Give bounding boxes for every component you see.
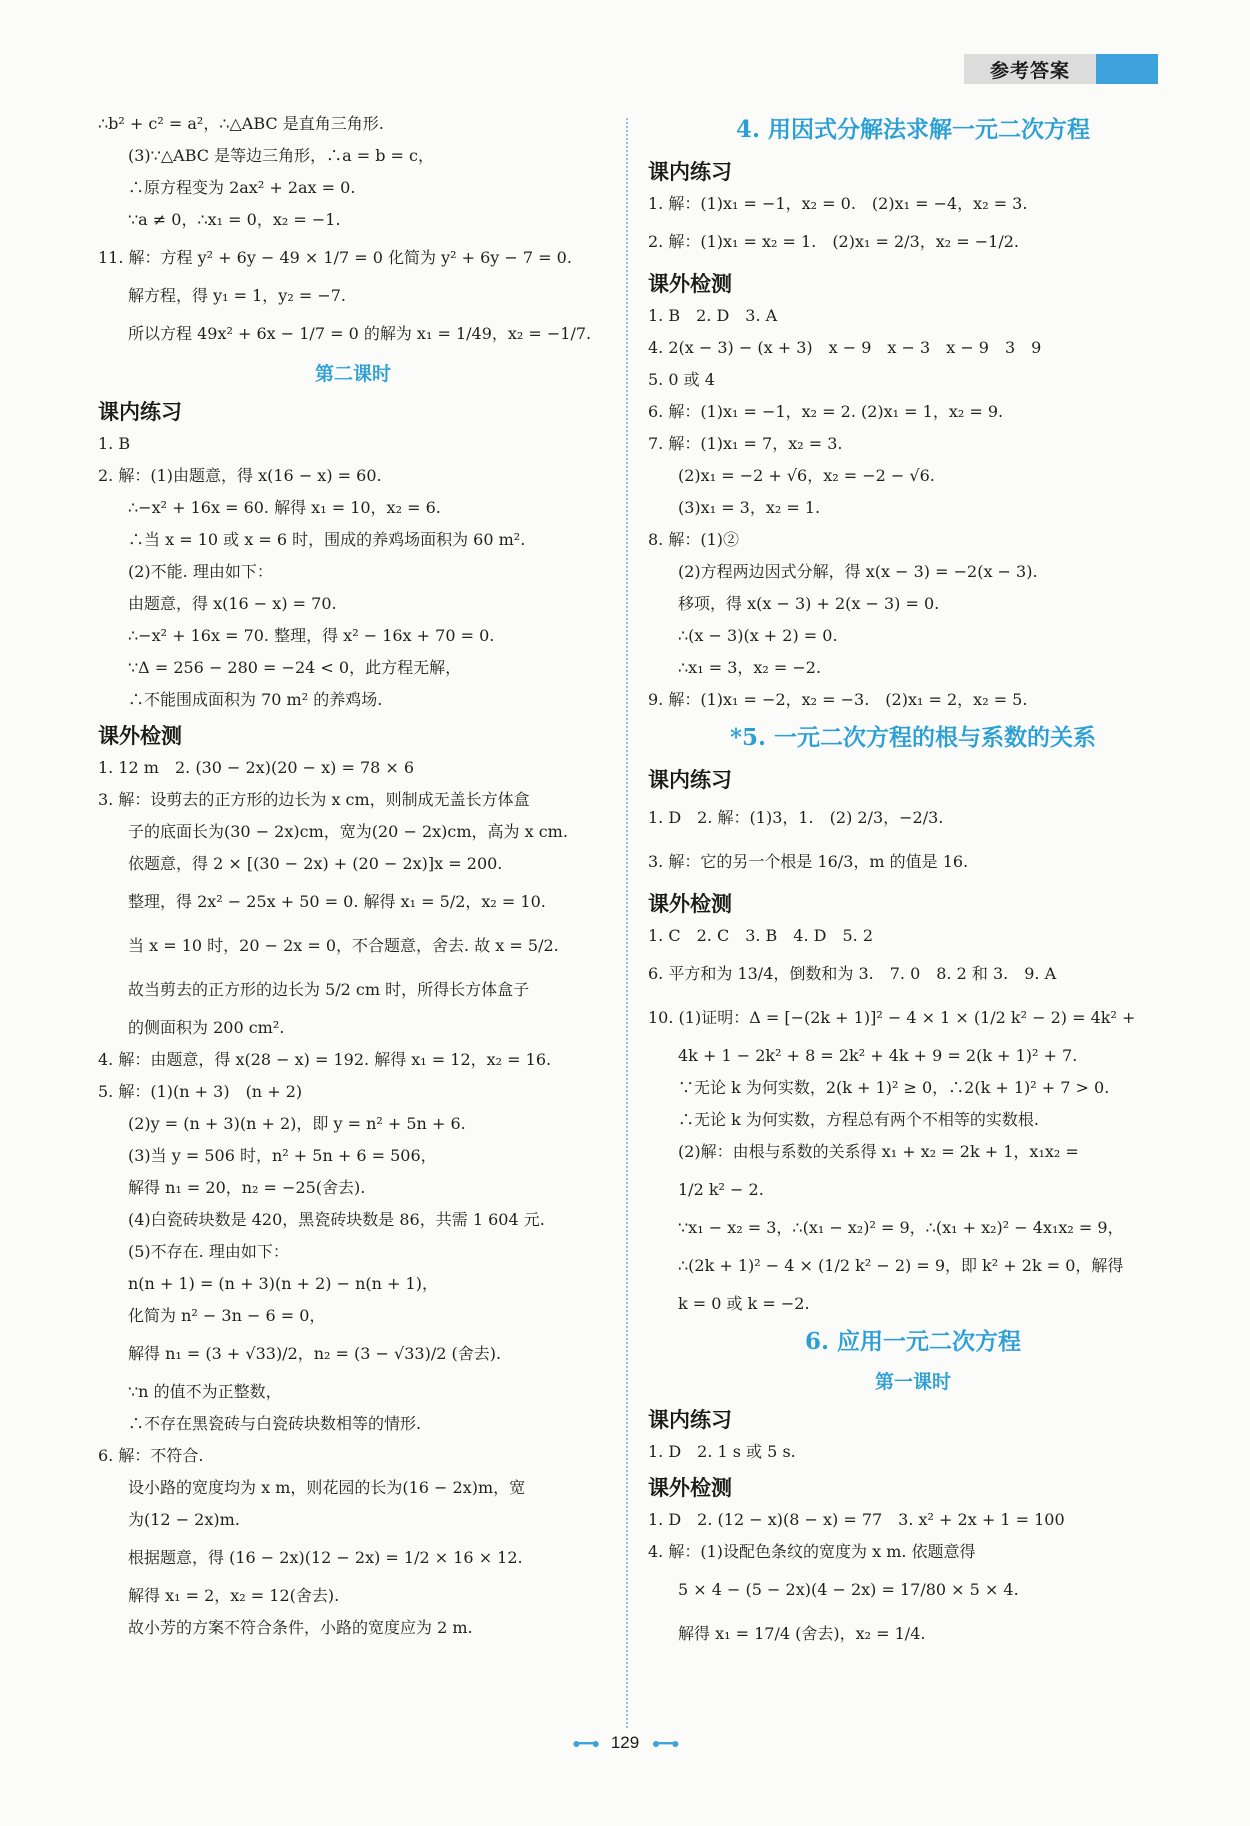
exercise-heading: 课外检测 — [648, 892, 732, 916]
answer-line: ∵无论 k 为何实数，2(k + 1)² ≥ 0，∴2(k + 1)² + 7 > 0. — [678, 1078, 1110, 1097]
answer-line: 1. C 2. C 3. B 4. D 5. 2 — [648, 926, 874, 945]
footer-decoration-left: ●━━● — [572, 1735, 599, 1751]
answer-line: ∴无论 k 为何实数，方程总有两个不相等的实数根. — [678, 1110, 1039, 1129]
answer-line: 故当剪去的正方形的边长为 5/2 cm 时，所得长方体盒子 — [128, 980, 530, 999]
answer-line: (2)y = (n + 3)(n + 2)，即 y = n² + 5n + 6. — [128, 1114, 466, 1133]
answer-line: 1. D 2. 1 s 或 5 s. — [648, 1442, 796, 1461]
answer-line: 解得 x₁ = 2，x₂ = 12(舍去). — [128, 1586, 340, 1605]
exercise-heading: 课内练习 — [648, 1408, 732, 1432]
answer-line: ∴x₁ = 3，x₂ = −2. — [678, 658, 822, 677]
answer-line: 1. 解：(1)x₁ = −1，x₂ = 0. (2)x₁ = −4，x₂ = 3. — [648, 194, 1028, 213]
answer-line: n(n + 1) = (n + 3)(n + 2) − n(n + 1)， — [128, 1274, 438, 1293]
column-divider — [626, 118, 628, 1728]
exercise-heading: 课内练习 — [648, 160, 732, 184]
page-footer — [0, 1733, 1250, 1753]
answer-line: (2)不能. 理由如下： — [128, 562, 273, 581]
answer-line: ∴−x² + 16x = 60. 解得 x₁ = 10，x₂ = 6. — [128, 498, 441, 517]
answer-line: 1. 12 m 2. (30 − 2x)(20 − x) = 78 × 6 — [98, 758, 415, 777]
exercise-heading: 课内练习 — [98, 400, 182, 424]
answer-line: 10. (1)证明：Δ = [−(2k + 1)]² − 4 × 1 × (1/2 k² − 2) = 4k² + — [648, 1008, 1136, 1027]
answer-line: 为(12 − 2x)m. — [128, 1510, 240, 1529]
answer-line: (5)不存在. 理由如下： — [128, 1242, 289, 1261]
section-title: 4. 用因式分解法求解一元二次方程 — [735, 116, 1091, 143]
answer-line: (2)x₁ = −2 + √6，x₂ = −2 − √6. — [678, 466, 935, 485]
answer-line: 1. B 2. D 3. A — [648, 306, 778, 325]
answer-line: 6. 解：(1)x₁ = −1，x₂ = 2. (2)x₁ = 1，x₂ = 9. — [648, 402, 1004, 421]
answer-line: 8. 解：(1)② — [648, 530, 740, 549]
left-column — [98, 108, 608, 1644]
answer-line: 化简为 n² − 3n − 6 = 0， — [128, 1306, 326, 1325]
answer-line: 4. 2(x − 3) − (x + 3) x − 9 x − 3 x − 9 3 9 — [648, 338, 1042, 357]
answer-line: ∴不能围成面积为 70 m² 的养鸡场. — [128, 690, 383, 709]
answer-line: ∴(x − 3)(x + 2) = 0. — [678, 626, 838, 645]
answer-line: 根据题意，得 (16 − 2x)(12 − 2x) = 1/2 × 16 × 12. — [128, 1548, 523, 1567]
answer-line: 的侧面积为 200 cm². — [128, 1018, 285, 1037]
answer-line: 6. 解：不符合. — [98, 1446, 204, 1465]
answer-line: (4)白瓷砖块数是 420，黑瓷砖块数是 86，共需 1 604 元. — [128, 1210, 545, 1229]
answer-line: 故小芳的方案不符合条件，小路的宽度应为 2 m. — [128, 1618, 473, 1637]
answer-line: 设小路的宽度均为 x m，则花园的长为(16 − 2x)m，宽 — [128, 1478, 526, 1497]
answer-line: 移项，得 x(x − 3) + 2(x − 3) = 0. — [678, 594, 940, 613]
answer-line: ∵Δ = 256 − 280 = −24 < 0，此方程无解， — [128, 658, 462, 677]
answer-line: 1/2 k² − 2. — [678, 1180, 764, 1199]
answer-line: ∴原方程变为 2ax² + 2ax = 0. — [128, 178, 356, 197]
answer-line: 6. 平方和为 13/4，倒数和为 3. 7. 0 8. 2 和 3. 9. A — [648, 964, 1057, 983]
exercise-heading: 课外检测 — [98, 724, 182, 748]
page-header-tab — [964, 54, 1158, 84]
answer-line: ∵x₁ − x₂ = 3，∴(x₁ − x₂)² = 9，∴(x₁ + x₂)² − 4x₁x₂ = 9， — [678, 1218, 1124, 1237]
answer-line: ∴−x² + 16x = 70. 整理，得 x² − 16x + 70 = 0. — [128, 626, 495, 645]
answer-line: ∴(2k + 1)² − 4 × (1/2 k² − 2) = 9，即 k² + 2k = 0，解得 — [678, 1256, 1124, 1275]
answer-line: (2)方程两边因式分解，得 x(x − 3) = −2(x − 3). — [678, 562, 1038, 581]
answer-line: 4. 解：(1)设配色条纹的宽度为 x m. 依题意得 — [648, 1542, 976, 1561]
answer-line: 当 x = 10 时，20 − 2x = 0，不合题意，舍去. 故 x = 5/2. — [128, 936, 559, 955]
answer-line: 9. 解：(1)x₁ = −2，x₂ = −3. (2)x₁ = 2，x₂ = 5. — [648, 690, 1028, 709]
section-title: 6. 应用一元二次方程 — [804, 1328, 1022, 1355]
answer-line: 4k + 1 − 2k² + 8 = 2k² + 4k + 9 = 2(k + 1)² + 7. — [678, 1046, 1078, 1065]
header-label: 参考答案 — [964, 54, 1096, 84]
answer-line: (3)x₁ = 3，x₂ = 1. — [678, 498, 821, 517]
answer-line: 1. B — [98, 434, 131, 453]
answer-line: 11. 解：方程 y² + 6y − 49 × 1/7 = 0 化简为 y² + 6y − 7 = 0. — [98, 248, 572, 267]
answer-line: k = 0 或 k = −2. — [678, 1294, 810, 1313]
answer-line: 2. 解：(1)由题意，得 x(16 − x) = 60. — [98, 466, 382, 485]
answer-line: ∴b² + c² = a²，∴△ABC 是直角三角形. — [98, 114, 384, 133]
answer-line: (3)∵△ABC 是等边三角形，∴a = b = c， — [128, 146, 434, 165]
answer-line: 解得 x₁ = 17/4 (舍去)，x₂ = 1/4. — [678, 1624, 926, 1643]
answer-line: 所以方程 49x² + 6x − 1/7 = 0 的解为 x₁ = 1/49，x₂ = −1/7. — [128, 324, 592, 343]
answer-line: ∵a ≠ 0，∴x₁ = 0，x₂ = −1. — [128, 210, 341, 229]
answer-line: 5 × 4 − (5 − 2x)(4 − 2x) = 17/80 × 5 × 4. — [678, 1580, 1019, 1599]
section-title: *5. 一元二次方程的根与系数的关系 — [729, 724, 1097, 751]
answer-line: 解方程，得 y₁ = 1，y₂ = −7. — [128, 286, 347, 305]
answer-line: (3)当 y = 506 时，n² + 5n + 6 = 506， — [128, 1146, 437, 1165]
footer-decoration-right: ●━━● — [651, 1735, 678, 1751]
answer-line: ∵n 的值不为正整数， — [128, 1382, 282, 1401]
page-number: 129 — [610, 1733, 640, 1752]
lesson-subtitle: 第二课时 — [314, 363, 391, 385]
answer-line: ∴不存在黑瓷砖与白瓷砖块数相等的情形. — [128, 1414, 422, 1433]
answer-line: 7. 解：(1)x₁ = 7，x₂ = 3. — [648, 434, 843, 453]
answer-line: 依题意，得 2 × [(30 − 2x) + (20 − 2x)]x = 200. — [128, 854, 503, 873]
answer-line: 整理，得 2x² − 25x + 50 = 0. 解得 x₁ = 5/2，x₂ = 10. — [128, 892, 546, 911]
answer-line: 1. D 2. 解：(1)3，1. (2) 2/3，−2/3. — [648, 808, 944, 827]
exercise-heading: 课内练习 — [648, 768, 732, 792]
answer-line: 由题意，得 x(16 − x) = 70. — [128, 594, 337, 613]
answer-line: 解得 n₁ = 20，n₂ = −25(舍去). — [128, 1178, 366, 1197]
exercise-heading: 课外检测 — [648, 1476, 732, 1500]
answer-line: ∴当 x = 10 或 x = 6 时，围成的养鸡场面积为 60 m². — [128, 530, 526, 549]
answer-line: 5. 解：(1)(n + 3) (n + 2) — [98, 1082, 303, 1101]
answer-line: 4. 解：由题意，得 x(28 − x) = 192. 解得 x₁ = 12，x₂ = 16. — [98, 1050, 552, 1069]
exercise-heading: 课外检测 — [648, 272, 732, 296]
answer-line: (2)解：由根与系数的关系得 x₁ + x₂ = 2k + 1，x₁x₂ = — [678, 1142, 1079, 1161]
answer-line: 1. D 2. (12 − x)(8 − x) = 77 3. x² + 2x + 1 = 100 — [648, 1510, 1065, 1529]
header-accent-bar — [1096, 54, 1158, 84]
answer-line: 2. 解：(1)x₁ = x₂ = 1. (2)x₁ = 2/3，x₂ = −1/2. — [648, 232, 1020, 251]
lesson-subtitle: 第一课时 — [874, 1371, 951, 1393]
answer-line: 3. 解：设剪去的正方形的边长为 x cm，则制成无盖长方体盒 — [98, 790, 530, 809]
answer-line: 3. 解：它的另一个根是 16/3，m 的值是 16. — [648, 852, 969, 871]
answer-line: 5. 0 或 4 — [648, 370, 715, 389]
answer-line: 解得 n₁ = (3 + √33)/2，n₂ = (3 − √33)/2 (舍去). — [128, 1344, 502, 1363]
right-column — [648, 108, 1178, 1656]
answer-line: 子的底面长为(30 − 2x)cm，宽为(20 − 2x)cm，高为 x cm. — [128, 822, 568, 841]
